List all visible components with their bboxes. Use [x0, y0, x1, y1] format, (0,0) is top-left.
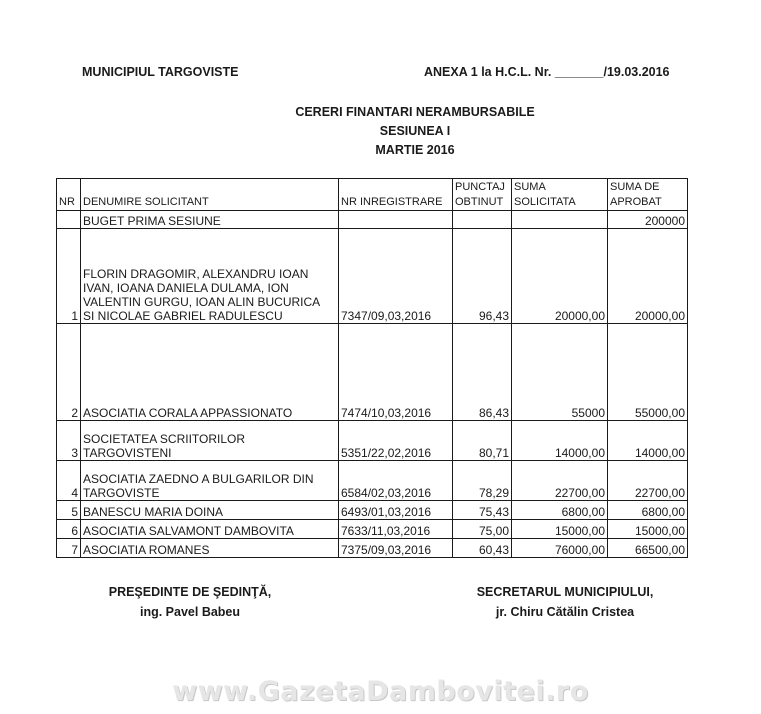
budget-value: 200000	[608, 211, 688, 229]
row-registration: 6493/01,03,2016	[339, 501, 453, 520]
row-score: 60,43	[453, 539, 512, 558]
row-approved: 6800,00	[608, 501, 688, 520]
row-approved: 55000,00	[608, 324, 688, 421]
row-nr: 3	[57, 421, 81, 461]
row-score: 75,00	[453, 520, 512, 539]
header-suma-aprobat	[608, 179, 688, 211]
secretary-name: jr. Chiru Cătălin Cristea	[495, 605, 635, 619]
row-registration: 7474/10,03,2016	[339, 324, 453, 421]
header-punctaj-line1: PUNCTAJ	[455, 181, 505, 193]
table-row	[57, 229, 688, 324]
header-nr-inregistrare: NR INREGISTRARE	[339, 179, 453, 211]
row-nr: 4	[57, 461, 81, 501]
row-applicant	[81, 229, 339, 324]
table-row	[57, 501, 688, 520]
row-requested: 6800,00	[512, 501, 608, 520]
applicant-line: IVAN, IOANA DANIELA DULAMA, ION	[83, 281, 289, 295]
header-punctaj-line2: OBTINUT	[455, 196, 504, 208]
annex-reference: ANEXA 1 la H.C.L. Nr. _______/19.03.2016	[424, 65, 670, 79]
header-suma-solicitata	[512, 179, 608, 211]
applicant-line: FLORIN DRAGOMIR, ALEXANDRU IOAN	[83, 267, 309, 281]
applicant-line: ASOCIATIA ZAEDNO A BULGARILOR DIN	[83, 472, 314, 486]
row-applicant: ASOCIATIA CORALA APPASSIONATO	[81, 324, 339, 421]
president-name: ing. Pavel Babeu	[139, 605, 241, 619]
row-registration: 5351/22,02,2016	[339, 421, 453, 461]
row-approved: 22700,00	[608, 461, 688, 501]
budget-empty-cell	[453, 211, 512, 229]
header-nr: NR	[57, 179, 81, 211]
document-session: SESIUNEA I	[379, 124, 451, 138]
row-score: 78,29	[453, 461, 512, 501]
row-registration: 7347/09,03,2016	[339, 229, 453, 324]
budget-empty-cell	[512, 211, 608, 229]
row-approved: 20000,00	[608, 229, 688, 324]
row-registration: 7633/11,03,2016	[339, 520, 453, 539]
row-nr: 1	[57, 229, 81, 324]
header-suma-solicitata-line1: SUMA	[514, 181, 546, 193]
budget-empty-cell	[339, 211, 453, 229]
row-score: 96,43	[453, 229, 512, 324]
table-header-row	[57, 179, 688, 211]
row-score: 80,71	[453, 421, 512, 461]
row-approved: 66500,00	[608, 539, 688, 558]
header-suma-solicitata-line2: SOLICITATA	[514, 196, 576, 208]
row-nr: 7	[57, 539, 81, 558]
header-denumire: DENUMIRE SOLICITANT	[81, 179, 339, 211]
row-approved: 14000,00	[608, 421, 688, 461]
document-title: CERERI FINANTARI NERAMBURSABILE	[295, 105, 535, 119]
header-suma-aprobat-line1: SUMA DE	[610, 181, 660, 193]
row-requested: 15000,00	[512, 520, 608, 539]
row-nr: 6	[57, 520, 81, 539]
row-registration: 6584/02,03,2016	[339, 461, 453, 501]
header-suma-aprobat-line2: APROBAT	[610, 196, 662, 208]
row-requested: 14000,00	[512, 421, 608, 461]
applications-table	[56, 178, 688, 558]
row-requested: 22700,00	[512, 461, 608, 501]
applicant-line: SI NICOLAE GABRIEL RADULESCU	[83, 309, 283, 323]
row-applicant: ASOCIATIA ROMANES	[81, 539, 339, 558]
table-row	[57, 520, 688, 539]
row-applicant: ASOCIATIA SALVAMONT DAMBOVITA	[81, 520, 339, 539]
row-applicant	[81, 461, 339, 501]
row-score: 75,43	[453, 501, 512, 520]
municipality-label: MUNICIPIUL TARGOVISTE	[82, 65, 239, 79]
table-row	[57, 421, 688, 461]
website-watermark: www.GazetaDambovitei.ro	[172, 676, 589, 707]
applicant-line: VALENTIN GURGU, IOAN ALIN BUCURICA	[83, 295, 321, 309]
row-nr: 2	[57, 324, 81, 421]
row-score: 86,43	[453, 324, 512, 421]
row-requested: 76000,00	[512, 539, 608, 558]
row-applicant: BANESCU MARIA DOINA	[81, 501, 339, 520]
table-row	[57, 461, 688, 501]
president-title: PREŞEDINTE DE ŞEDINŢĂ,	[108, 585, 272, 599]
secretary-title: SECRETARUL MUNICIPIULUI,	[476, 585, 654, 599]
budget-nr-cell	[57, 211, 81, 229]
row-applicant: SOCIETATEA SCRIITORILOR TARGOVISTENI	[81, 421, 339, 461]
row-requested: 20000,00	[512, 229, 608, 324]
budget-row	[57, 211, 688, 229]
table-row	[57, 539, 688, 558]
row-registration: 7375/09,03,2016	[339, 539, 453, 558]
row-approved: 15000,00	[608, 520, 688, 539]
row-requested: 55000	[512, 324, 608, 421]
table-row	[57, 324, 688, 421]
row-nr: 5	[57, 501, 81, 520]
document-month: MARTIE 2016	[375, 143, 455, 157]
applicant-line: TARGOVISTE	[83, 486, 160, 500]
budget-label: BUGET PRIMA SESIUNE	[81, 211, 339, 229]
header-punctaj	[453, 179, 512, 211]
